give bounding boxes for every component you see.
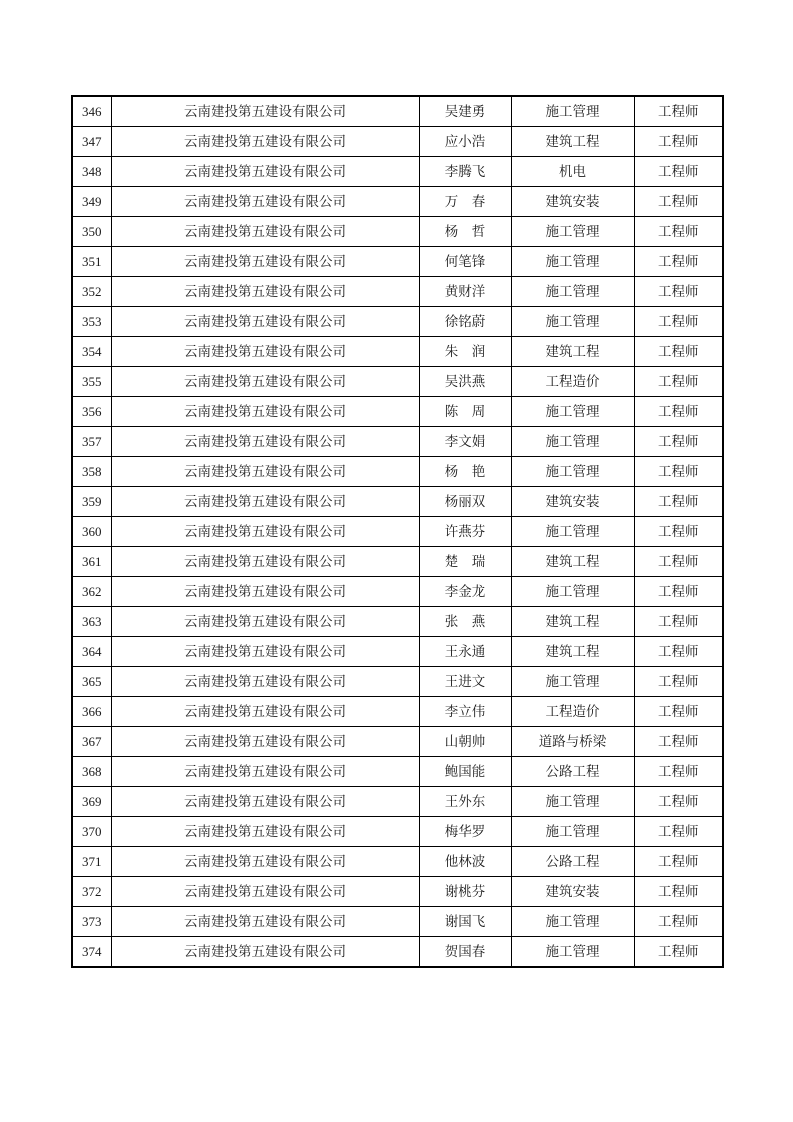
specialty-cell: 道路与桥梁 xyxy=(511,727,634,757)
company-cell: 云南建投第五建设有限公司 xyxy=(111,217,419,247)
row-number-cell: 347 xyxy=(72,127,111,157)
personnel-table xyxy=(71,95,724,968)
row-number-cell: 353 xyxy=(72,307,111,337)
row-number-cell: 363 xyxy=(72,607,111,637)
specialty-cell: 施工管理 xyxy=(511,307,634,337)
table-row xyxy=(72,877,723,907)
table-row xyxy=(72,787,723,817)
person-name-cell: 王外东 xyxy=(419,787,511,817)
specialty-cell: 建筑工程 xyxy=(511,607,634,637)
person-name-cell: 徐铭蔚 xyxy=(419,307,511,337)
job-title-cell: 工程师 xyxy=(634,457,723,487)
company-cell: 云南建投第五建设有限公司 xyxy=(111,127,419,157)
row-number-cell: 360 xyxy=(72,517,111,547)
job-title-cell: 工程师 xyxy=(634,637,723,667)
table-row xyxy=(72,217,723,247)
row-number-cell: 373 xyxy=(72,907,111,937)
person-name-cell: 王进文 xyxy=(419,667,511,697)
row-number-cell: 369 xyxy=(72,787,111,817)
table-row xyxy=(72,517,723,547)
company-cell: 云南建投第五建设有限公司 xyxy=(111,787,419,817)
person-name-cell: 黄财洋 xyxy=(419,277,511,307)
specialty-cell: 施工管理 xyxy=(511,907,634,937)
specialty-cell: 施工管理 xyxy=(511,397,634,427)
job-title-cell: 工程师 xyxy=(634,487,723,517)
person-name-cell: 杨丽双 xyxy=(419,487,511,517)
row-number-cell: 364 xyxy=(72,637,111,667)
specialty-cell: 建筑安装 xyxy=(511,187,634,217)
table-row xyxy=(72,187,723,217)
job-title-cell: 工程师 xyxy=(634,367,723,397)
specialty-cell: 公路工程 xyxy=(511,757,634,787)
table-row xyxy=(72,307,723,337)
person-name-cell: 杨 艳 xyxy=(419,457,511,487)
specialty-cell: 工程造价 xyxy=(511,367,634,397)
person-name-cell: 楚 瑞 xyxy=(419,547,511,577)
row-number-cell: 372 xyxy=(72,877,111,907)
row-number-cell: 352 xyxy=(72,277,111,307)
row-number-cell: 368 xyxy=(72,757,111,787)
company-cell: 云南建投第五建设有限公司 xyxy=(111,697,419,727)
job-title-cell: 工程师 xyxy=(634,547,723,577)
person-name-cell: 李立伟 xyxy=(419,697,511,727)
row-number-cell: 358 xyxy=(72,457,111,487)
specialty-cell: 施工管理 xyxy=(511,787,634,817)
specialty-cell: 施工管理 xyxy=(511,277,634,307)
table-row xyxy=(72,277,723,307)
job-title-cell: 工程师 xyxy=(634,697,723,727)
job-title-cell: 工程师 xyxy=(634,427,723,457)
table-row xyxy=(72,607,723,637)
company-cell: 云南建投第五建设有限公司 xyxy=(111,337,419,367)
job-title-cell: 工程师 xyxy=(634,787,723,817)
table-row xyxy=(72,727,723,757)
person-name-cell: 山朝帅 xyxy=(419,727,511,757)
table-row xyxy=(72,757,723,787)
row-number-cell: 350 xyxy=(72,217,111,247)
table-row xyxy=(72,127,723,157)
person-name-cell: 张 燕 xyxy=(419,607,511,637)
company-cell: 云南建投第五建设有限公司 xyxy=(111,96,419,127)
job-title-cell: 工程师 xyxy=(634,397,723,427)
job-title-cell: 工程师 xyxy=(634,247,723,277)
table-row xyxy=(72,157,723,187)
person-name-cell: 李腾飞 xyxy=(419,157,511,187)
row-number-cell: 354 xyxy=(72,337,111,367)
table-row xyxy=(72,667,723,697)
job-title-cell: 工程师 xyxy=(634,607,723,637)
company-cell: 云南建投第五建设有限公司 xyxy=(111,517,419,547)
specialty-cell: 施工管理 xyxy=(511,667,634,697)
specialty-cell: 工程造价 xyxy=(511,697,634,727)
specialty-cell: 建筑安装 xyxy=(511,487,634,517)
row-number-cell: 374 xyxy=(72,937,111,968)
personnel-table-body xyxy=(72,96,723,967)
row-number-cell: 349 xyxy=(72,187,111,217)
person-name-cell: 他林波 xyxy=(419,847,511,877)
person-name-cell: 陈 周 xyxy=(419,397,511,427)
table-row xyxy=(72,247,723,277)
job-title-cell: 工程师 xyxy=(634,847,723,877)
specialty-cell: 施工管理 xyxy=(511,577,634,607)
specialty-cell: 建筑工程 xyxy=(511,337,634,367)
row-number-cell: 361 xyxy=(72,547,111,577)
person-name-cell: 朱 润 xyxy=(419,337,511,367)
table-row xyxy=(72,907,723,937)
table-row xyxy=(72,96,723,127)
company-cell: 云南建投第五建设有限公司 xyxy=(111,487,419,517)
job-title-cell: 工程师 xyxy=(634,577,723,607)
specialty-cell: 施工管理 xyxy=(511,427,634,457)
company-cell: 云南建投第五建设有限公司 xyxy=(111,307,419,337)
specialty-cell: 施工管理 xyxy=(511,937,634,968)
company-cell: 云南建投第五建设有限公司 xyxy=(111,457,419,487)
company-cell: 云南建投第五建设有限公司 xyxy=(111,937,419,968)
table-row xyxy=(72,547,723,577)
person-name-cell: 李文娟 xyxy=(419,427,511,457)
person-name-cell: 吴建勇 xyxy=(419,96,511,127)
job-title-cell: 工程师 xyxy=(634,937,723,968)
person-name-cell: 杨 哲 xyxy=(419,217,511,247)
person-name-cell: 谢国飞 xyxy=(419,907,511,937)
company-cell: 云南建投第五建设有限公司 xyxy=(111,247,419,277)
row-number-cell: 356 xyxy=(72,397,111,427)
specialty-cell: 建筑工程 xyxy=(511,547,634,577)
table-row xyxy=(72,367,723,397)
row-number-cell: 367 xyxy=(72,727,111,757)
company-cell: 云南建投第五建设有限公司 xyxy=(111,577,419,607)
company-cell: 云南建投第五建设有限公司 xyxy=(111,907,419,937)
specialty-cell: 施工管理 xyxy=(511,817,634,847)
table-row xyxy=(72,397,723,427)
job-title-cell: 工程师 xyxy=(634,907,723,937)
table-row xyxy=(72,487,723,517)
person-name-cell: 应小浩 xyxy=(419,127,511,157)
row-number-cell: 359 xyxy=(72,487,111,517)
company-cell: 云南建投第五建设有限公司 xyxy=(111,157,419,187)
job-title-cell: 工程师 xyxy=(634,877,723,907)
specialty-cell: 施工管理 xyxy=(511,517,634,547)
job-title-cell: 工程师 xyxy=(634,337,723,367)
company-cell: 云南建投第五建设有限公司 xyxy=(111,547,419,577)
company-cell: 云南建投第五建设有限公司 xyxy=(111,877,419,907)
row-number-cell: 348 xyxy=(72,157,111,187)
table-row xyxy=(72,337,723,367)
table-row xyxy=(72,697,723,727)
row-number-cell: 362 xyxy=(72,577,111,607)
job-title-cell: 工程师 xyxy=(634,157,723,187)
row-number-cell: 371 xyxy=(72,847,111,877)
specialty-cell: 建筑工程 xyxy=(511,637,634,667)
row-number-cell: 370 xyxy=(72,817,111,847)
row-number-cell: 351 xyxy=(72,247,111,277)
company-cell: 云南建投第五建设有限公司 xyxy=(111,637,419,667)
specialty-cell: 建筑工程 xyxy=(511,127,634,157)
job-title-cell: 工程师 xyxy=(634,307,723,337)
table-row xyxy=(72,457,723,487)
job-title-cell: 工程师 xyxy=(634,517,723,547)
person-name-cell: 梅华罗 xyxy=(419,817,511,847)
job-title-cell: 工程师 xyxy=(634,817,723,847)
company-cell: 云南建投第五建设有限公司 xyxy=(111,817,419,847)
job-title-cell: 工程师 xyxy=(634,277,723,307)
specialty-cell: 机电 xyxy=(511,157,634,187)
person-name-cell: 吴洪燕 xyxy=(419,367,511,397)
job-title-cell: 工程师 xyxy=(634,757,723,787)
person-name-cell: 许燕芬 xyxy=(419,517,511,547)
specialty-cell: 建筑安装 xyxy=(511,877,634,907)
person-name-cell: 何笔锋 xyxy=(419,247,511,277)
row-number-cell: 355 xyxy=(72,367,111,397)
company-cell: 云南建投第五建设有限公司 xyxy=(111,847,419,877)
person-name-cell: 万 春 xyxy=(419,187,511,217)
job-title-cell: 工程师 xyxy=(634,667,723,697)
person-name-cell: 李金龙 xyxy=(419,577,511,607)
job-title-cell: 工程师 xyxy=(634,187,723,217)
specialty-cell: 施工管理 xyxy=(511,96,634,127)
company-cell: 云南建投第五建设有限公司 xyxy=(111,727,419,757)
specialty-cell: 施工管理 xyxy=(511,217,634,247)
table-row xyxy=(72,817,723,847)
table-row xyxy=(72,577,723,607)
row-number-cell: 366 xyxy=(72,697,111,727)
row-number-cell: 357 xyxy=(72,427,111,457)
specialty-cell: 施工管理 xyxy=(511,247,634,277)
row-number-cell: 365 xyxy=(72,667,111,697)
company-cell: 云南建投第五建设有限公司 xyxy=(111,667,419,697)
job-title-cell: 工程师 xyxy=(634,96,723,127)
company-cell: 云南建投第五建设有限公司 xyxy=(111,757,419,787)
job-title-cell: 工程师 xyxy=(634,217,723,247)
company-cell: 云南建投第五建设有限公司 xyxy=(111,367,419,397)
table-row xyxy=(72,427,723,457)
company-cell: 云南建投第五建设有限公司 xyxy=(111,427,419,457)
company-cell: 云南建投第五建设有限公司 xyxy=(111,607,419,637)
table-row xyxy=(72,637,723,667)
job-title-cell: 工程师 xyxy=(634,727,723,757)
table-row xyxy=(72,847,723,877)
specialty-cell: 施工管理 xyxy=(511,457,634,487)
job-title-cell: 工程师 xyxy=(634,127,723,157)
company-cell: 云南建投第五建设有限公司 xyxy=(111,397,419,427)
company-cell: 云南建投第五建设有限公司 xyxy=(111,187,419,217)
table-row xyxy=(72,937,723,968)
person-name-cell: 王永通 xyxy=(419,637,511,667)
company-cell: 云南建投第五建设有限公司 xyxy=(111,277,419,307)
person-name-cell: 贺国春 xyxy=(419,937,511,968)
specialty-cell: 公路工程 xyxy=(511,847,634,877)
person-name-cell: 鲍国能 xyxy=(419,757,511,787)
person-name-cell: 谢桃芬 xyxy=(419,877,511,907)
row-number-cell: 346 xyxy=(72,96,111,127)
